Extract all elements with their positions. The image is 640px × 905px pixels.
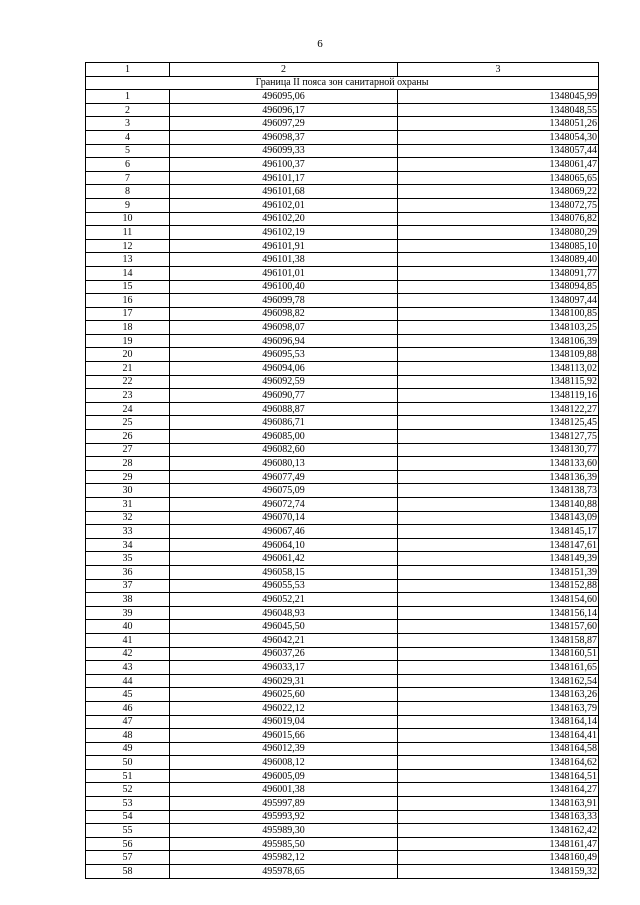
x-coordinate-cell: 496085,00 [170, 430, 398, 444]
point-number-cell: 58 [86, 865, 170, 879]
table-row [86, 321, 599, 335]
y-coordinate-cell: 1348140,88 [398, 498, 599, 512]
point-number-cell: 23 [86, 389, 170, 403]
table-row [86, 90, 599, 104]
table-row [86, 498, 599, 512]
x-coordinate-cell: 496094,06 [170, 362, 398, 376]
y-coordinate-cell: 1348160,51 [398, 647, 599, 661]
table-row [86, 266, 599, 280]
table-row [86, 824, 599, 838]
coordinates-table [85, 62, 599, 879]
table-row [86, 511, 599, 525]
y-coordinate-cell: 1348069,22 [398, 185, 599, 199]
point-number-cell: 17 [86, 307, 170, 321]
y-coordinate-cell: 1348103,25 [398, 321, 599, 335]
y-coordinate-cell: 1348162,42 [398, 824, 599, 838]
point-number-cell: 45 [86, 688, 170, 702]
x-coordinate-cell: 496045,50 [170, 620, 398, 634]
column-header-x: 2 [170, 63, 398, 77]
point-number-cell: 38 [86, 593, 170, 607]
point-number-cell: 46 [86, 701, 170, 715]
point-number-cell: 35 [86, 552, 170, 566]
table-row [86, 389, 599, 403]
x-coordinate-cell: 496096,94 [170, 334, 398, 348]
x-coordinate-cell: 496101,01 [170, 266, 398, 280]
x-coordinate-cell: 496092,59 [170, 375, 398, 389]
point-number-cell: 1 [86, 90, 170, 104]
point-number-cell: 24 [86, 402, 170, 416]
table-row [86, 552, 599, 566]
table-row [86, 742, 599, 756]
y-coordinate-cell: 1348145,17 [398, 525, 599, 539]
table-row [86, 416, 599, 430]
x-coordinate-cell: 496100,40 [170, 280, 398, 294]
point-number-cell: 33 [86, 525, 170, 539]
table-row [86, 593, 599, 607]
y-coordinate-cell: 1348106,39 [398, 334, 599, 348]
table-row [86, 348, 599, 362]
y-coordinate-cell: 1348089,40 [398, 253, 599, 267]
point-number-cell: 20 [86, 348, 170, 362]
y-coordinate-cell: 1348158,87 [398, 633, 599, 647]
x-coordinate-cell: 496082,60 [170, 443, 398, 457]
y-coordinate-cell: 1348162,54 [398, 674, 599, 688]
table-row [86, 443, 599, 457]
point-number-cell: 55 [86, 824, 170, 838]
table-row [86, 212, 599, 226]
table-row [86, 185, 599, 199]
table-row [86, 565, 599, 579]
y-coordinate-cell: 1348156,14 [398, 606, 599, 620]
table-row [86, 470, 599, 484]
y-coordinate-cell: 1348057,44 [398, 144, 599, 158]
point-number-cell: 4 [86, 130, 170, 144]
table-row [86, 103, 599, 117]
table-row [86, 198, 599, 212]
y-coordinate-cell: 1348054,30 [398, 130, 599, 144]
point-number-cell: 6 [86, 158, 170, 172]
x-coordinate-cell: 496100,37 [170, 158, 398, 172]
y-coordinate-cell: 1348161,65 [398, 661, 599, 675]
x-coordinate-cell: 496019,04 [170, 715, 398, 729]
table-row [86, 362, 599, 376]
y-coordinate-cell: 1348080,29 [398, 226, 599, 240]
y-coordinate-cell: 1348097,44 [398, 294, 599, 308]
y-coordinate-cell: 1348094,85 [398, 280, 599, 294]
x-coordinate-cell: 496088,87 [170, 402, 398, 416]
table-row [86, 375, 599, 389]
point-number-cell: 49 [86, 742, 170, 756]
section-row [86, 76, 599, 90]
y-coordinate-cell: 1348125,45 [398, 416, 599, 430]
table-row [86, 783, 599, 797]
x-coordinate-cell: 496102,19 [170, 226, 398, 240]
x-coordinate-cell: 496095,53 [170, 348, 398, 362]
point-number-cell: 14 [86, 266, 170, 280]
x-coordinate-cell: 496101,17 [170, 171, 398, 185]
point-number-cell: 7 [86, 171, 170, 185]
y-coordinate-cell: 1348113,02 [398, 362, 599, 376]
point-number-cell: 15 [86, 280, 170, 294]
x-coordinate-cell: 495982,12 [170, 851, 398, 865]
y-coordinate-cell: 1348164,27 [398, 783, 599, 797]
x-coordinate-cell: 496055,53 [170, 579, 398, 593]
table-row [86, 307, 599, 321]
table-row [86, 715, 599, 729]
y-coordinate-cell: 1348085,10 [398, 239, 599, 253]
column-header-number: 1 [86, 63, 170, 77]
y-coordinate-cell: 1348147,61 [398, 538, 599, 552]
table-row [86, 280, 599, 294]
point-number-cell: 31 [86, 498, 170, 512]
y-coordinate-cell: 1348164,41 [398, 729, 599, 743]
table-row [86, 606, 599, 620]
point-number-cell: 9 [86, 198, 170, 212]
x-coordinate-cell: 496090,77 [170, 389, 398, 403]
y-coordinate-cell: 1348160,49 [398, 851, 599, 865]
x-coordinate-cell: 496070,14 [170, 511, 398, 525]
y-coordinate-cell: 1348164,51 [398, 769, 599, 783]
x-coordinate-cell: 496022,12 [170, 701, 398, 715]
table-row [86, 810, 599, 824]
table-row [86, 253, 599, 267]
point-number-cell: 5 [86, 144, 170, 158]
x-coordinate-cell: 496064,10 [170, 538, 398, 552]
x-coordinate-cell: 496012,39 [170, 742, 398, 756]
x-coordinate-cell: 495989,30 [170, 824, 398, 838]
y-coordinate-cell: 1348154,60 [398, 593, 599, 607]
y-coordinate-cell: 1348149,39 [398, 552, 599, 566]
point-number-cell: 12 [86, 239, 170, 253]
table-row [86, 647, 599, 661]
y-coordinate-cell: 1348127,75 [398, 430, 599, 444]
x-coordinate-cell: 496101,68 [170, 185, 398, 199]
x-coordinate-cell: 496077,49 [170, 470, 398, 484]
section-title: Граница II пояса зон санитарной охраны [86, 76, 599, 90]
point-number-cell: 53 [86, 797, 170, 811]
point-number-cell: 2 [86, 103, 170, 117]
point-number-cell: 56 [86, 837, 170, 851]
x-coordinate-cell: 496101,91 [170, 239, 398, 253]
table-row [86, 620, 599, 634]
table-row [86, 402, 599, 416]
table-row [86, 130, 599, 144]
table-row [86, 851, 599, 865]
y-coordinate-cell: 1348115,92 [398, 375, 599, 389]
point-number-cell: 34 [86, 538, 170, 552]
point-number-cell: 52 [86, 783, 170, 797]
x-coordinate-cell: 496096,17 [170, 103, 398, 117]
y-coordinate-cell: 1348143,09 [398, 511, 599, 525]
x-coordinate-cell: 496098,37 [170, 130, 398, 144]
table-row [86, 633, 599, 647]
y-coordinate-cell: 1348065,65 [398, 171, 599, 185]
table-row [86, 674, 599, 688]
point-number-cell: 3 [86, 117, 170, 131]
table-row [86, 144, 599, 158]
y-coordinate-cell: 1348159,32 [398, 865, 599, 879]
y-coordinate-cell: 1348163,91 [398, 797, 599, 811]
x-coordinate-cell: 496008,12 [170, 756, 398, 770]
y-coordinate-cell: 1348164,58 [398, 742, 599, 756]
table-row [86, 661, 599, 675]
x-coordinate-cell: 496099,33 [170, 144, 398, 158]
point-number-cell: 50 [86, 756, 170, 770]
x-coordinate-cell: 496052,21 [170, 593, 398, 607]
point-number-cell: 16 [86, 294, 170, 308]
table-row [86, 430, 599, 444]
point-number-cell: 26 [86, 430, 170, 444]
point-number-cell: 37 [86, 579, 170, 593]
y-coordinate-cell: 1348151,39 [398, 565, 599, 579]
point-number-cell: 22 [86, 375, 170, 389]
y-coordinate-cell: 1348157,60 [398, 620, 599, 634]
point-number-cell: 29 [86, 470, 170, 484]
header-row [86, 63, 599, 77]
x-coordinate-cell: 496098,07 [170, 321, 398, 335]
point-number-cell: 44 [86, 674, 170, 688]
table-row [86, 239, 599, 253]
point-number-cell: 25 [86, 416, 170, 430]
point-number-cell: 47 [86, 715, 170, 729]
x-coordinate-cell: 496042,21 [170, 633, 398, 647]
y-coordinate-cell: 1348051,26 [398, 117, 599, 131]
x-coordinate-cell: 496099,78 [170, 294, 398, 308]
y-coordinate-cell: 1348163,79 [398, 701, 599, 715]
y-coordinate-cell: 1348072,75 [398, 198, 599, 212]
table-row [86, 334, 599, 348]
point-number-cell: 42 [86, 647, 170, 661]
x-coordinate-cell: 496001,38 [170, 783, 398, 797]
y-coordinate-cell: 1348109,88 [398, 348, 599, 362]
point-number-cell: 54 [86, 810, 170, 824]
x-coordinate-cell: 496072,74 [170, 498, 398, 512]
point-number-cell: 36 [86, 565, 170, 579]
table-row [86, 171, 599, 185]
x-coordinate-cell: 496086,71 [170, 416, 398, 430]
point-number-cell: 19 [86, 334, 170, 348]
table-row [86, 797, 599, 811]
table-row [86, 756, 599, 770]
y-coordinate-cell: 1348152,88 [398, 579, 599, 593]
x-coordinate-cell: 495978,65 [170, 865, 398, 879]
page-number: 6 [317, 38, 323, 50]
point-number-cell: 8 [86, 185, 170, 199]
point-number-cell: 43 [86, 661, 170, 675]
y-coordinate-cell: 1348076,82 [398, 212, 599, 226]
x-coordinate-cell: 495985,50 [170, 837, 398, 851]
x-coordinate-cell: 496098,82 [170, 307, 398, 321]
x-coordinate-cell: 495993,92 [170, 810, 398, 824]
x-coordinate-cell: 496037,26 [170, 647, 398, 661]
point-number-cell: 30 [86, 484, 170, 498]
point-number-cell: 48 [86, 729, 170, 743]
point-number-cell: 11 [86, 226, 170, 240]
table-row [86, 457, 599, 471]
table-row [86, 769, 599, 783]
y-coordinate-cell: 1348122,27 [398, 402, 599, 416]
y-coordinate-cell: 1348164,14 [398, 715, 599, 729]
point-number-cell: 28 [86, 457, 170, 471]
point-number-cell: 51 [86, 769, 170, 783]
table-row [86, 701, 599, 715]
x-coordinate-cell: 496102,20 [170, 212, 398, 226]
point-number-cell: 10 [86, 212, 170, 226]
table-row [86, 729, 599, 743]
x-coordinate-cell: 496095,06 [170, 90, 398, 104]
y-coordinate-cell: 1348133,60 [398, 457, 599, 471]
point-number-cell: 32 [86, 511, 170, 525]
x-coordinate-cell: 496101,38 [170, 253, 398, 267]
point-number-cell: 57 [86, 851, 170, 865]
y-coordinate-cell: 1348164,62 [398, 756, 599, 770]
y-coordinate-cell: 1348163,26 [398, 688, 599, 702]
point-number-cell: 18 [86, 321, 170, 335]
x-coordinate-cell: 496029,31 [170, 674, 398, 688]
y-coordinate-cell: 1348061,47 [398, 158, 599, 172]
x-coordinate-cell: 496025,60 [170, 688, 398, 702]
point-number-cell: 40 [86, 620, 170, 634]
table-row [86, 688, 599, 702]
x-coordinate-cell: 496097,29 [170, 117, 398, 131]
y-coordinate-cell: 1348163,33 [398, 810, 599, 824]
x-coordinate-cell: 496048,93 [170, 606, 398, 620]
table-row [86, 117, 599, 131]
y-coordinate-cell: 1348100,85 [398, 307, 599, 321]
table-row [86, 525, 599, 539]
y-coordinate-cell: 1348138,73 [398, 484, 599, 498]
y-coordinate-cell: 1348130,77 [398, 443, 599, 457]
x-coordinate-cell: 496080,13 [170, 457, 398, 471]
y-coordinate-cell: 1348119,16 [398, 389, 599, 403]
table-row [86, 837, 599, 851]
point-number-cell: 21 [86, 362, 170, 376]
point-number-cell: 39 [86, 606, 170, 620]
y-coordinate-cell: 1348161,47 [398, 837, 599, 851]
y-coordinate-cell: 1348048,55 [398, 103, 599, 117]
x-coordinate-cell: 496005,09 [170, 769, 398, 783]
table-row [86, 865, 599, 879]
point-number-cell: 27 [86, 443, 170, 457]
table-row [86, 538, 599, 552]
x-coordinate-cell: 496075,09 [170, 484, 398, 498]
y-coordinate-cell: 1348136,39 [398, 470, 599, 484]
x-coordinate-cell: 496033,17 [170, 661, 398, 675]
table-row [86, 294, 599, 308]
table-row [86, 484, 599, 498]
x-coordinate-cell: 496067,46 [170, 525, 398, 539]
point-number-cell: 41 [86, 633, 170, 647]
x-coordinate-cell: 496102,01 [170, 198, 398, 212]
table-row [86, 158, 599, 172]
x-coordinate-cell: 496061,42 [170, 552, 398, 566]
column-header-y: 3 [398, 63, 599, 77]
x-coordinate-cell: 496058,15 [170, 565, 398, 579]
y-coordinate-cell: 1348091,77 [398, 266, 599, 280]
table-row [86, 579, 599, 593]
y-coordinate-cell: 1348045,99 [398, 90, 599, 104]
point-number-cell: 13 [86, 253, 170, 267]
x-coordinate-cell: 496015,66 [170, 729, 398, 743]
table-row [86, 226, 599, 240]
x-coordinate-cell: 495997,89 [170, 797, 398, 811]
